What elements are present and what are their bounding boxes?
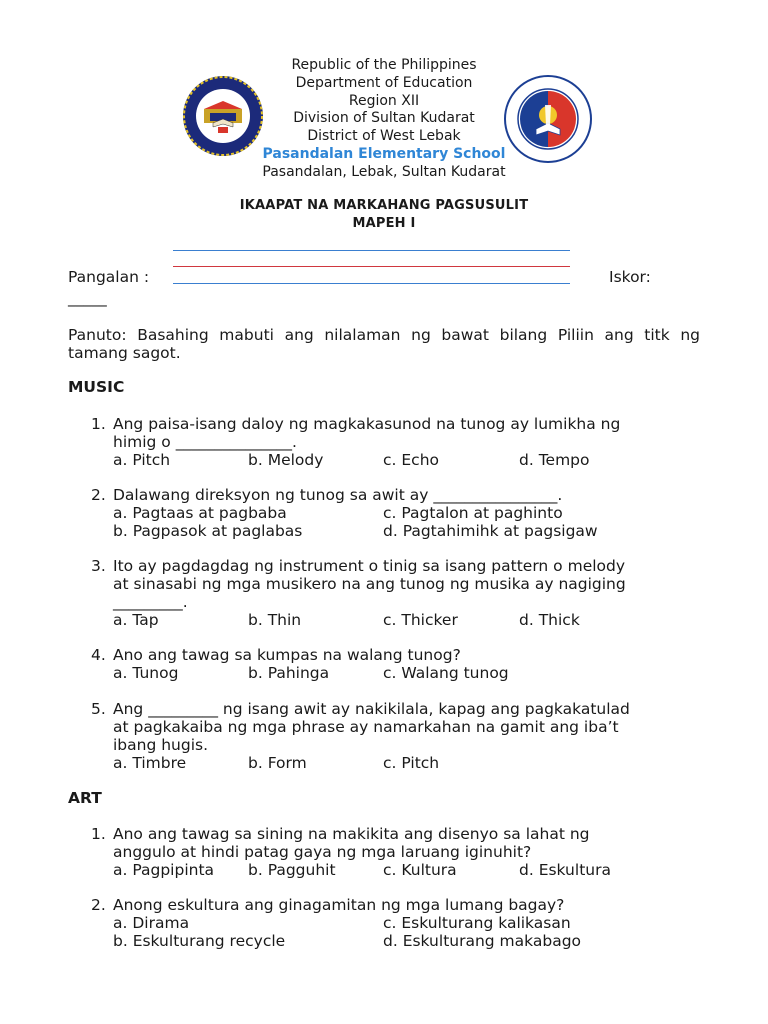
answer-option: a. Tunog bbox=[113, 664, 179, 682]
answer-option: d. Eskultura bbox=[519, 861, 611, 879]
question-item bbox=[91, 896, 700, 950]
answer-option: c. Pagtalon at paghinto bbox=[383, 504, 563, 522]
header-line: Region XII bbox=[348, 92, 420, 109]
question-line: Ano ang tawag sa sining na makikita ang disenyo sa lahat ng bbox=[113, 825, 590, 843]
question-line: _________. bbox=[113, 593, 188, 611]
exam-subject: MAPEH I bbox=[352, 216, 416, 231]
deped-seal-logo bbox=[502, 75, 594, 163]
answer-option: c. Walang tunog bbox=[383, 664, 509, 682]
header-line: Division of Sultan Kudarat bbox=[293, 110, 475, 127]
answer-option: b. Pagpasok at paglabas bbox=[113, 522, 303, 540]
question-number: 5. bbox=[91, 700, 106, 718]
answer-option: a. Pagpipinta bbox=[113, 861, 215, 879]
question-number: 2. bbox=[91, 486, 106, 504]
name-line-top bbox=[173, 250, 570, 251]
answer-option: b. Melody bbox=[248, 451, 324, 469]
question-item bbox=[91, 486, 700, 540]
answer-option: b. Thin bbox=[248, 611, 302, 629]
section-title-music: MUSIC bbox=[68, 378, 125, 396]
name-label: Pangalan : bbox=[68, 268, 150, 286]
answer-option: a. Pagtaas at pagbaba bbox=[113, 504, 287, 522]
answer-option: c. Pitch bbox=[383, 754, 440, 772]
school-address: Pasandalan, Lebak, Sultan Kudarat bbox=[262, 163, 506, 180]
question-line: himig o _______________. bbox=[113, 433, 297, 451]
question-number: 1. bbox=[91, 415, 106, 433]
answer-option: d. Thick bbox=[519, 611, 580, 629]
header-line: Department of Education bbox=[295, 74, 473, 91]
question-item bbox=[91, 646, 700, 682]
question-number: 4. bbox=[91, 646, 106, 664]
name-line-middle bbox=[173, 266, 570, 267]
answer-option: b. Eskulturang recycle bbox=[113, 932, 286, 950]
score-blank: _____ bbox=[68, 289, 107, 307]
question-item bbox=[91, 825, 700, 879]
answer-option: a. Timbre bbox=[113, 754, 187, 772]
question-line: anggulo at hindi patag gaya ng mga laruang iginuhit? bbox=[113, 843, 532, 861]
answer-option: c. Thicker bbox=[383, 611, 458, 629]
answer-option: d. Tempo bbox=[519, 451, 590, 469]
question-line: ibang hugis. bbox=[113, 736, 209, 754]
answer-option: b. Pahinga bbox=[248, 664, 330, 682]
score-label: Iskor: bbox=[609, 268, 651, 286]
answer-option: a. Pitch bbox=[113, 451, 171, 469]
question-line: Ang _________ ng isang awit ay nakikilala, kapag ang pagkakatulad bbox=[113, 700, 630, 718]
question-line: Anong eskultura ang ginagamitan ng mga lumang bagay? bbox=[113, 896, 565, 914]
question-number: 2. bbox=[91, 896, 106, 914]
answer-option: c. Eskulturang kalikasan bbox=[383, 914, 571, 932]
question-item bbox=[91, 415, 700, 469]
answer-option: a. Dirama bbox=[113, 914, 190, 932]
question-line: Ano ang tawag sa kumpas na walang tunog? bbox=[113, 646, 461, 664]
question-line: at sinasabi ng mga musikero na ang tunog ng musika ay nagiging bbox=[113, 575, 626, 593]
header-line: District of West Lebak bbox=[307, 128, 461, 145]
answer-option: b. Form bbox=[248, 754, 307, 772]
name-line-bottom bbox=[173, 283, 570, 284]
answer-option: d. Pagtahimihk at pagsigaw bbox=[383, 522, 598, 540]
answer-option: c. Echo bbox=[383, 451, 439, 469]
answer-option: a. Tap bbox=[113, 611, 159, 629]
exam-title: IKAAPAT NA MARKAHANG PAGSUSULIT bbox=[239, 198, 529, 213]
answer-option: b. Pagguhit bbox=[248, 861, 336, 879]
question-line: at pagkakaiba ng mga phrase ay namarkahan na gamit ang iba’t bbox=[113, 718, 619, 736]
question-number: 1. bbox=[91, 825, 106, 843]
school-seal-logo bbox=[180, 75, 266, 157]
school-name: Pasandalan Elementary School bbox=[262, 145, 506, 162]
question-line: Ito ay pagdagdag ng instrument o tinig sa isang pattern o melody bbox=[113, 557, 626, 575]
question-item bbox=[91, 557, 700, 629]
section-title-art: ART bbox=[68, 789, 102, 807]
answer-option: d. Eskulturang makabago bbox=[383, 932, 582, 950]
question-line: Dalawang direksyon ng tunog sa awit ay ________________. bbox=[113, 486, 563, 504]
header-line: Republic of the Philippines bbox=[291, 57, 477, 73]
instructions: Panuto: Basahing mabuti ang nilalaman ng bawat bilang Piliin ang titk ng tamang sagot. bbox=[68, 326, 700, 362]
question-number: 3. bbox=[91, 557, 106, 575]
school-header bbox=[230, 57, 538, 182]
answer-option: c. Kultura bbox=[383, 861, 457, 879]
question-item bbox=[91, 700, 700, 772]
question-line: Ang paisa-isang daloy ng magkakasunod na tunog ay lumikha ng bbox=[113, 415, 621, 433]
